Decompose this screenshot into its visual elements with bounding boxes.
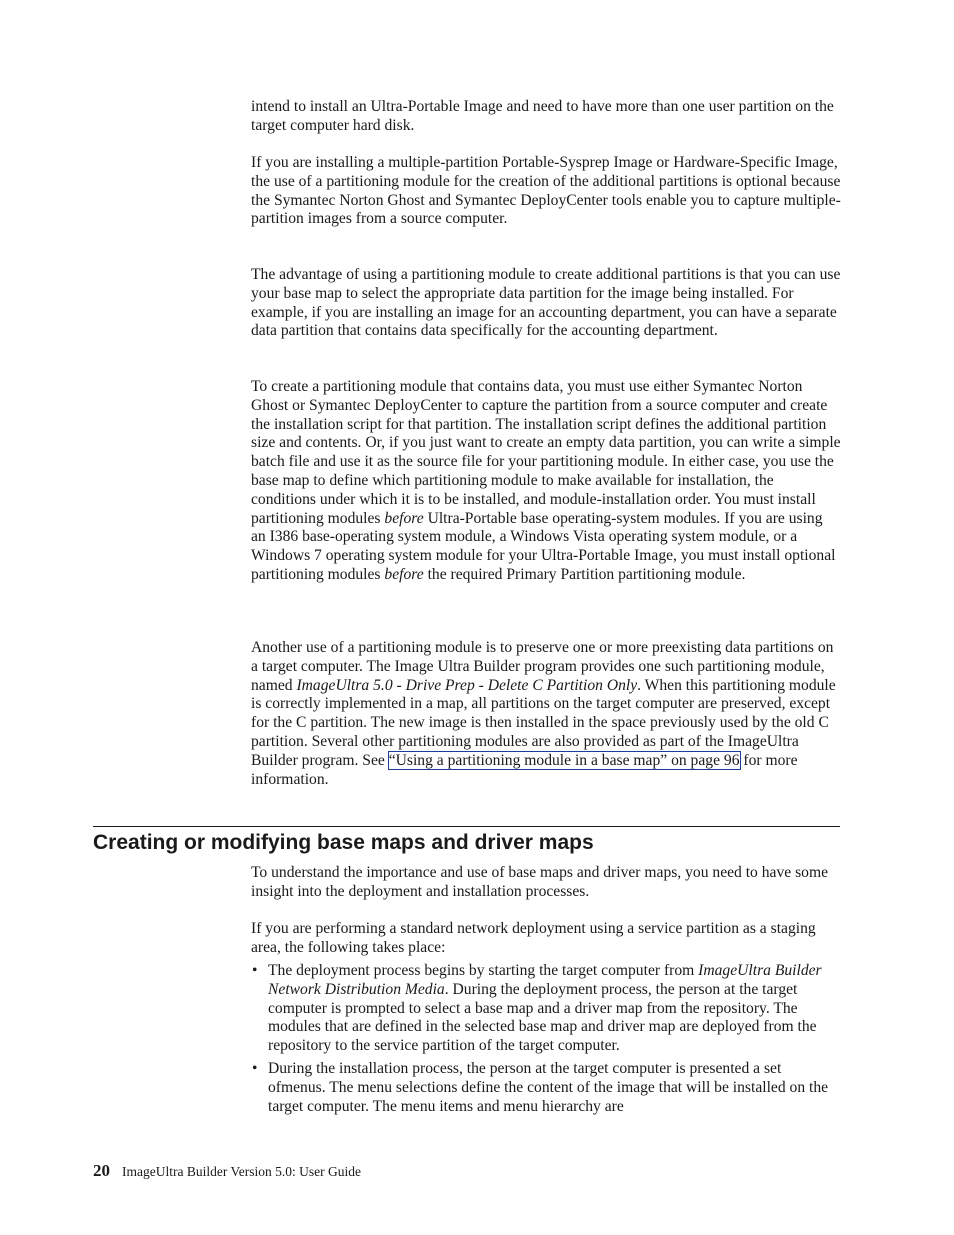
footer-title: ImageUltra Builder Version 5.0: User Guide <box>122 1164 361 1179</box>
section-intro-1: To understand the importance and use of base maps and driver maps, you need to have some insight into the deployment and installation processes. <box>251 864 829 900</box>
paragraph-1: intend to install an Ultra-Portable Image and need to have more than one user partition on the target computer hard disk. <box>251 98 834 134</box>
bullet-1-media-name: ImageUltra Builder Network Distribution Media <box>268 962 822 998</box>
paragraph-5-text-a: Another use of a partitioning module is to preserve one or more preexisting data partitions on a target computer. The Image Ultra Builder program provides one such partitioning module, named <box>251 639 834 694</box>
bullet-1-text-b: . During the deployment process, the person at the target computer is prompted to select a base map and a driver map from the repository. The modules that are defined in the selected base map and driver map are deployed from the repository to the service partition of the target computer. <box>268 980 817 1055</box>
bullet-1-text-a: The deployment process begins by starting the target computer from <box>268 962 699 979</box>
list-item <box>251 962 841 1056</box>
paragraph-5-module-name: ImageUltra 5.0 - Drive Prep - Delete C Partition Only <box>296 676 638 694</box>
paragraph-5-text-c: for more information. <box>251 751 798 788</box>
paragraph-4-emphasis-2: before <box>384 565 424 583</box>
paragraph-4-text-a: To create a partitioning module that contains data, you must use either Symantec Norton Ghost or Symantec DeployCenter to capture the partition from a source computer and create the installation script for that partition. The installation script defines the additional partition size and contents. Or, if you just want to create an empty data partition, you can write a simple batch file and use it as the source file for your partitioning module. In either case, you use the base map to define which partitioning module to make available for installation, the conditions under which it is to be installed, and module-installation order. You must install partitioning modules <box>251 378 841 527</box>
page-footer <box>93 1161 361 1181</box>
body-para-4 <box>251 378 841 585</box>
paragraph-3: The advantage of using a partitioning module to create additional partitions is that you can use your base map to select the appropriate data partition for the image being installed. For example, if you are installing an image for an accounting department, you can have a separate data partition that contains data specifically for the accounting department. <box>251 266 841 340</box>
paragraph-4-text-c: the required Primary Partition partitioning module. <box>423 565 746 583</box>
section-intro-1-wrap <box>251 864 841 902</box>
paragraph-4-text-b: Ultra-Portable base operating-system modules. If you are using an I386 base-operating system module, a Windows Vista operating system module, or a Windows 7 operating system module for your Ultra-Portable Image, you must install optional partitioning modules <box>251 509 836 583</box>
paragraph-2: If you are installing a multiple-partition Portable-Sysprep Image or Hardware-Specific Image, the use of a partitioning module for the creation of the additional partitions is optional because the Symantec Norton Ghost and Symantec DeployCenter tools enable you to capture multiple-partition images from a source computer. <box>251 154 841 228</box>
body-top <box>251 98 841 136</box>
bullet-list <box>251 962 841 1116</box>
body-para-2 <box>251 154 841 229</box>
paragraph-5 <box>251 639 841 789</box>
page-number: 20 <box>93 1161 110 1180</box>
section-intro-2: If you are performing a standard network deployment using a service partition as a staging area, the following takes place: <box>251 920 816 956</box>
list-item <box>251 1060 841 1116</box>
body-para-3 <box>251 266 841 341</box>
body-para-5 <box>251 639 841 789</box>
bullet-marker: • <box>252 962 258 979</box>
bullet-2-text: During the installation process, the person at the target computer is presented a set ofmenus. The menu selections define the content of the image that will be installed on the target computer. The menu items and menu hierarchy are <box>268 1059 829 1115</box>
cross-reference-link[interactable]: “Using a partitioning module in a base map” on page 96 <box>388 751 740 769</box>
paragraph-4-emphasis-1: before <box>384 509 424 527</box>
paragraph-5-text-b: . When this partitioning module is correctly implemented in a map, all partitions on the target computer are preserved, except for the C partition. The new image is then installed in the space previously used by the old C partition. Several other partitioning modules are also provided as part of the ImageUltra Builder program. See <box>251 676 836 769</box>
section-heading: Creating or modifying base maps and driver maps <box>93 831 594 854</box>
paragraph-4 <box>251 378 841 585</box>
bullet-list-wrap <box>251 962 841 1120</box>
bullet-marker: • <box>252 1059 258 1077</box>
section-divider <box>93 826 840 827</box>
section-intro-2-wrap <box>251 920 841 958</box>
